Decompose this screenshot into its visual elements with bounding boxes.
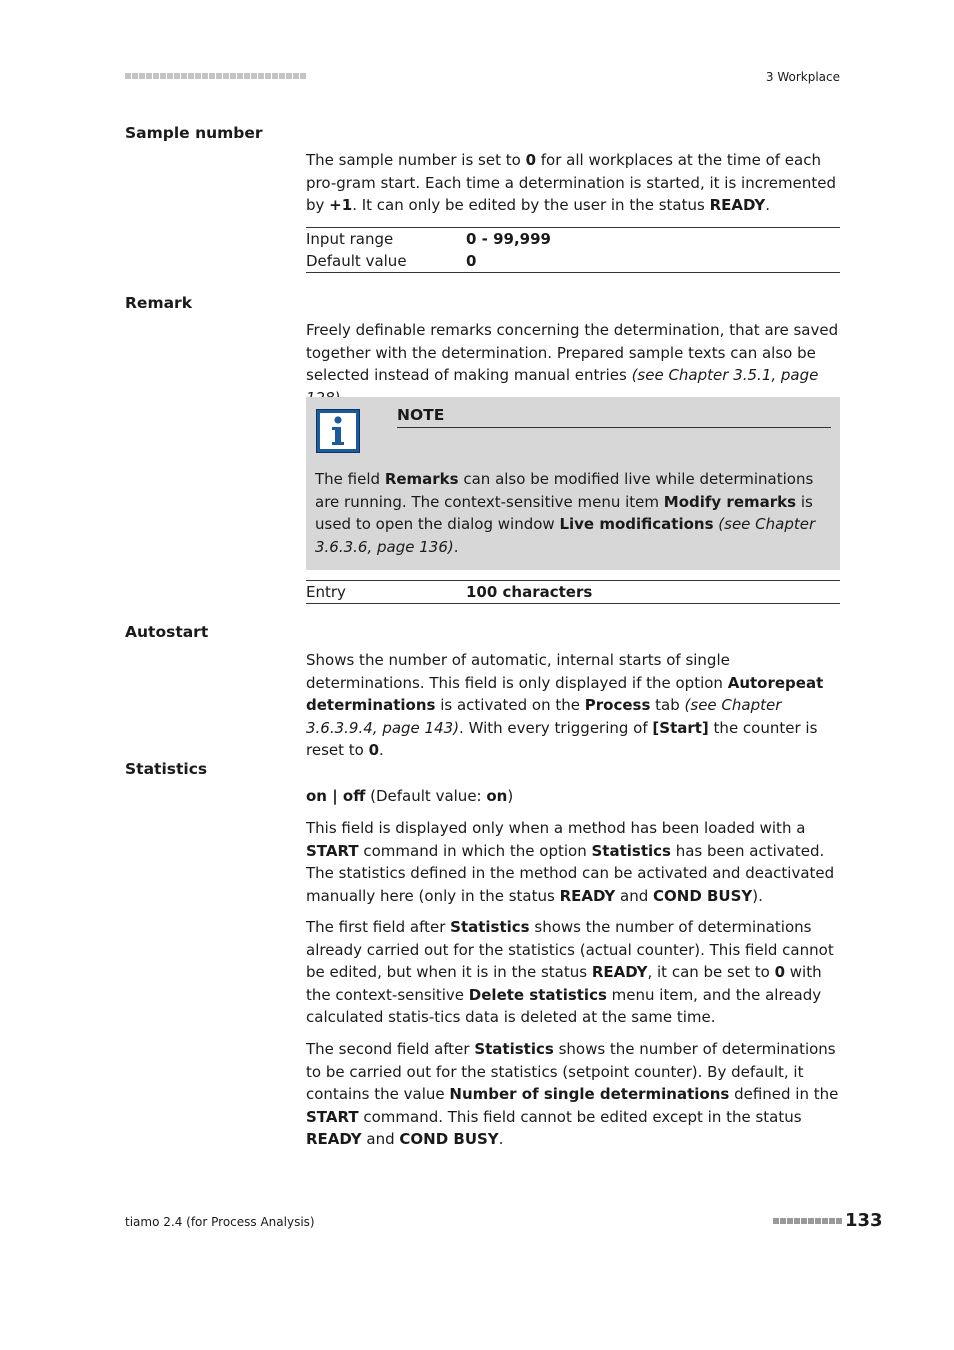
statistics-options: on | off (Default value: on): [306, 787, 514, 805]
autostart-description: Shows the number of automatic, internal starts of single determinations. This field is only displayed if the option Autorepeat determinations is activated on the Process tab (see Chapter 3.6.3.9.4, page 143). With every triggering of [Start] the counter is reset to 0.: [306, 651, 824, 759]
statistics-paragraph-3: The second field after Statistics shows the number of determinations to be carried out for the statistics (setpoint counter). By default, it contains the value Number of single determinations defined in the START command. This field cannot be edited except in the status READY and COND BUSY.: [306, 1040, 839, 1148]
info-icon: [316, 409, 360, 453]
heading-autostart: Autostart: [125, 623, 209, 641]
remark-description: Freely definable remarks concerning the determination, that are saved together with the determination. Prepared sample texts can also be selected instead of making manual entries (see Chapter 3.5.1, page: [306, 321, 839, 384]
table-value: 100 characters: [466, 583, 593, 601]
note-title: NOTE: [397, 406, 831, 428]
table-row: [306, 250, 840, 272]
page-number: 133: [845, 1210, 883, 1231]
sample-number-table: [306, 227, 840, 273]
remark-table: [306, 580, 840, 604]
table-row: [306, 581, 840, 603]
table-row: [306, 228, 840, 250]
table-value: 0: [466, 252, 477, 270]
table-label: Default value: [306, 252, 407, 270]
heading-statistics: Statistics: [125, 760, 208, 778]
note-box: [306, 397, 840, 570]
header-decoration: [125, 73, 306, 79]
statistics-paragraph-1: This field is displayed only when a method has been loaded with a START command in which the option Statistics has been activated. The statistics defined in the method can be activated and deactivated manually here (only in the status READY and COND BUSY).: [306, 819, 835, 905]
footer-product: tiamo 2.4 (for Process Analysis): [125, 1215, 315, 1229]
statistics-paragraph-2: The first field after Statistics shows the number of determinations already carried out for the statistics (actual counter). This field cannot be edited, but when it is in the status READY, it can be set to 0 with the context-sensitive Delete statistics menu item, and the already calculated statis-tics data is deleted at the same time.: [306, 918, 834, 1026]
sample-number-description: The sample number is set to 0 for all workplaces at the time of each pro-gram start. Each time a determination is started, it is incremented by +1. It can only be edited by the user in the status READY.: [306, 151, 837, 214]
footer-decoration: [773, 1218, 842, 1224]
table-value: 0 - 99,999: [466, 230, 551, 248]
note-body: The field Remarks can also be modified live while determinations are running. The context-sensitive menu item Modify remarks is used to open the dialog window Live modifications (see Chapter 3.6.3.6, page 136).: [315, 470, 816, 556]
table-label: Input range: [306, 230, 394, 248]
heading-sample-number: Sample number: [125, 124, 263, 142]
heading-remark: Remark: [125, 294, 193, 312]
header-section-title: 3 Workplace: [765, 70, 840, 84]
table-label: Entry: [306, 583, 346, 601]
